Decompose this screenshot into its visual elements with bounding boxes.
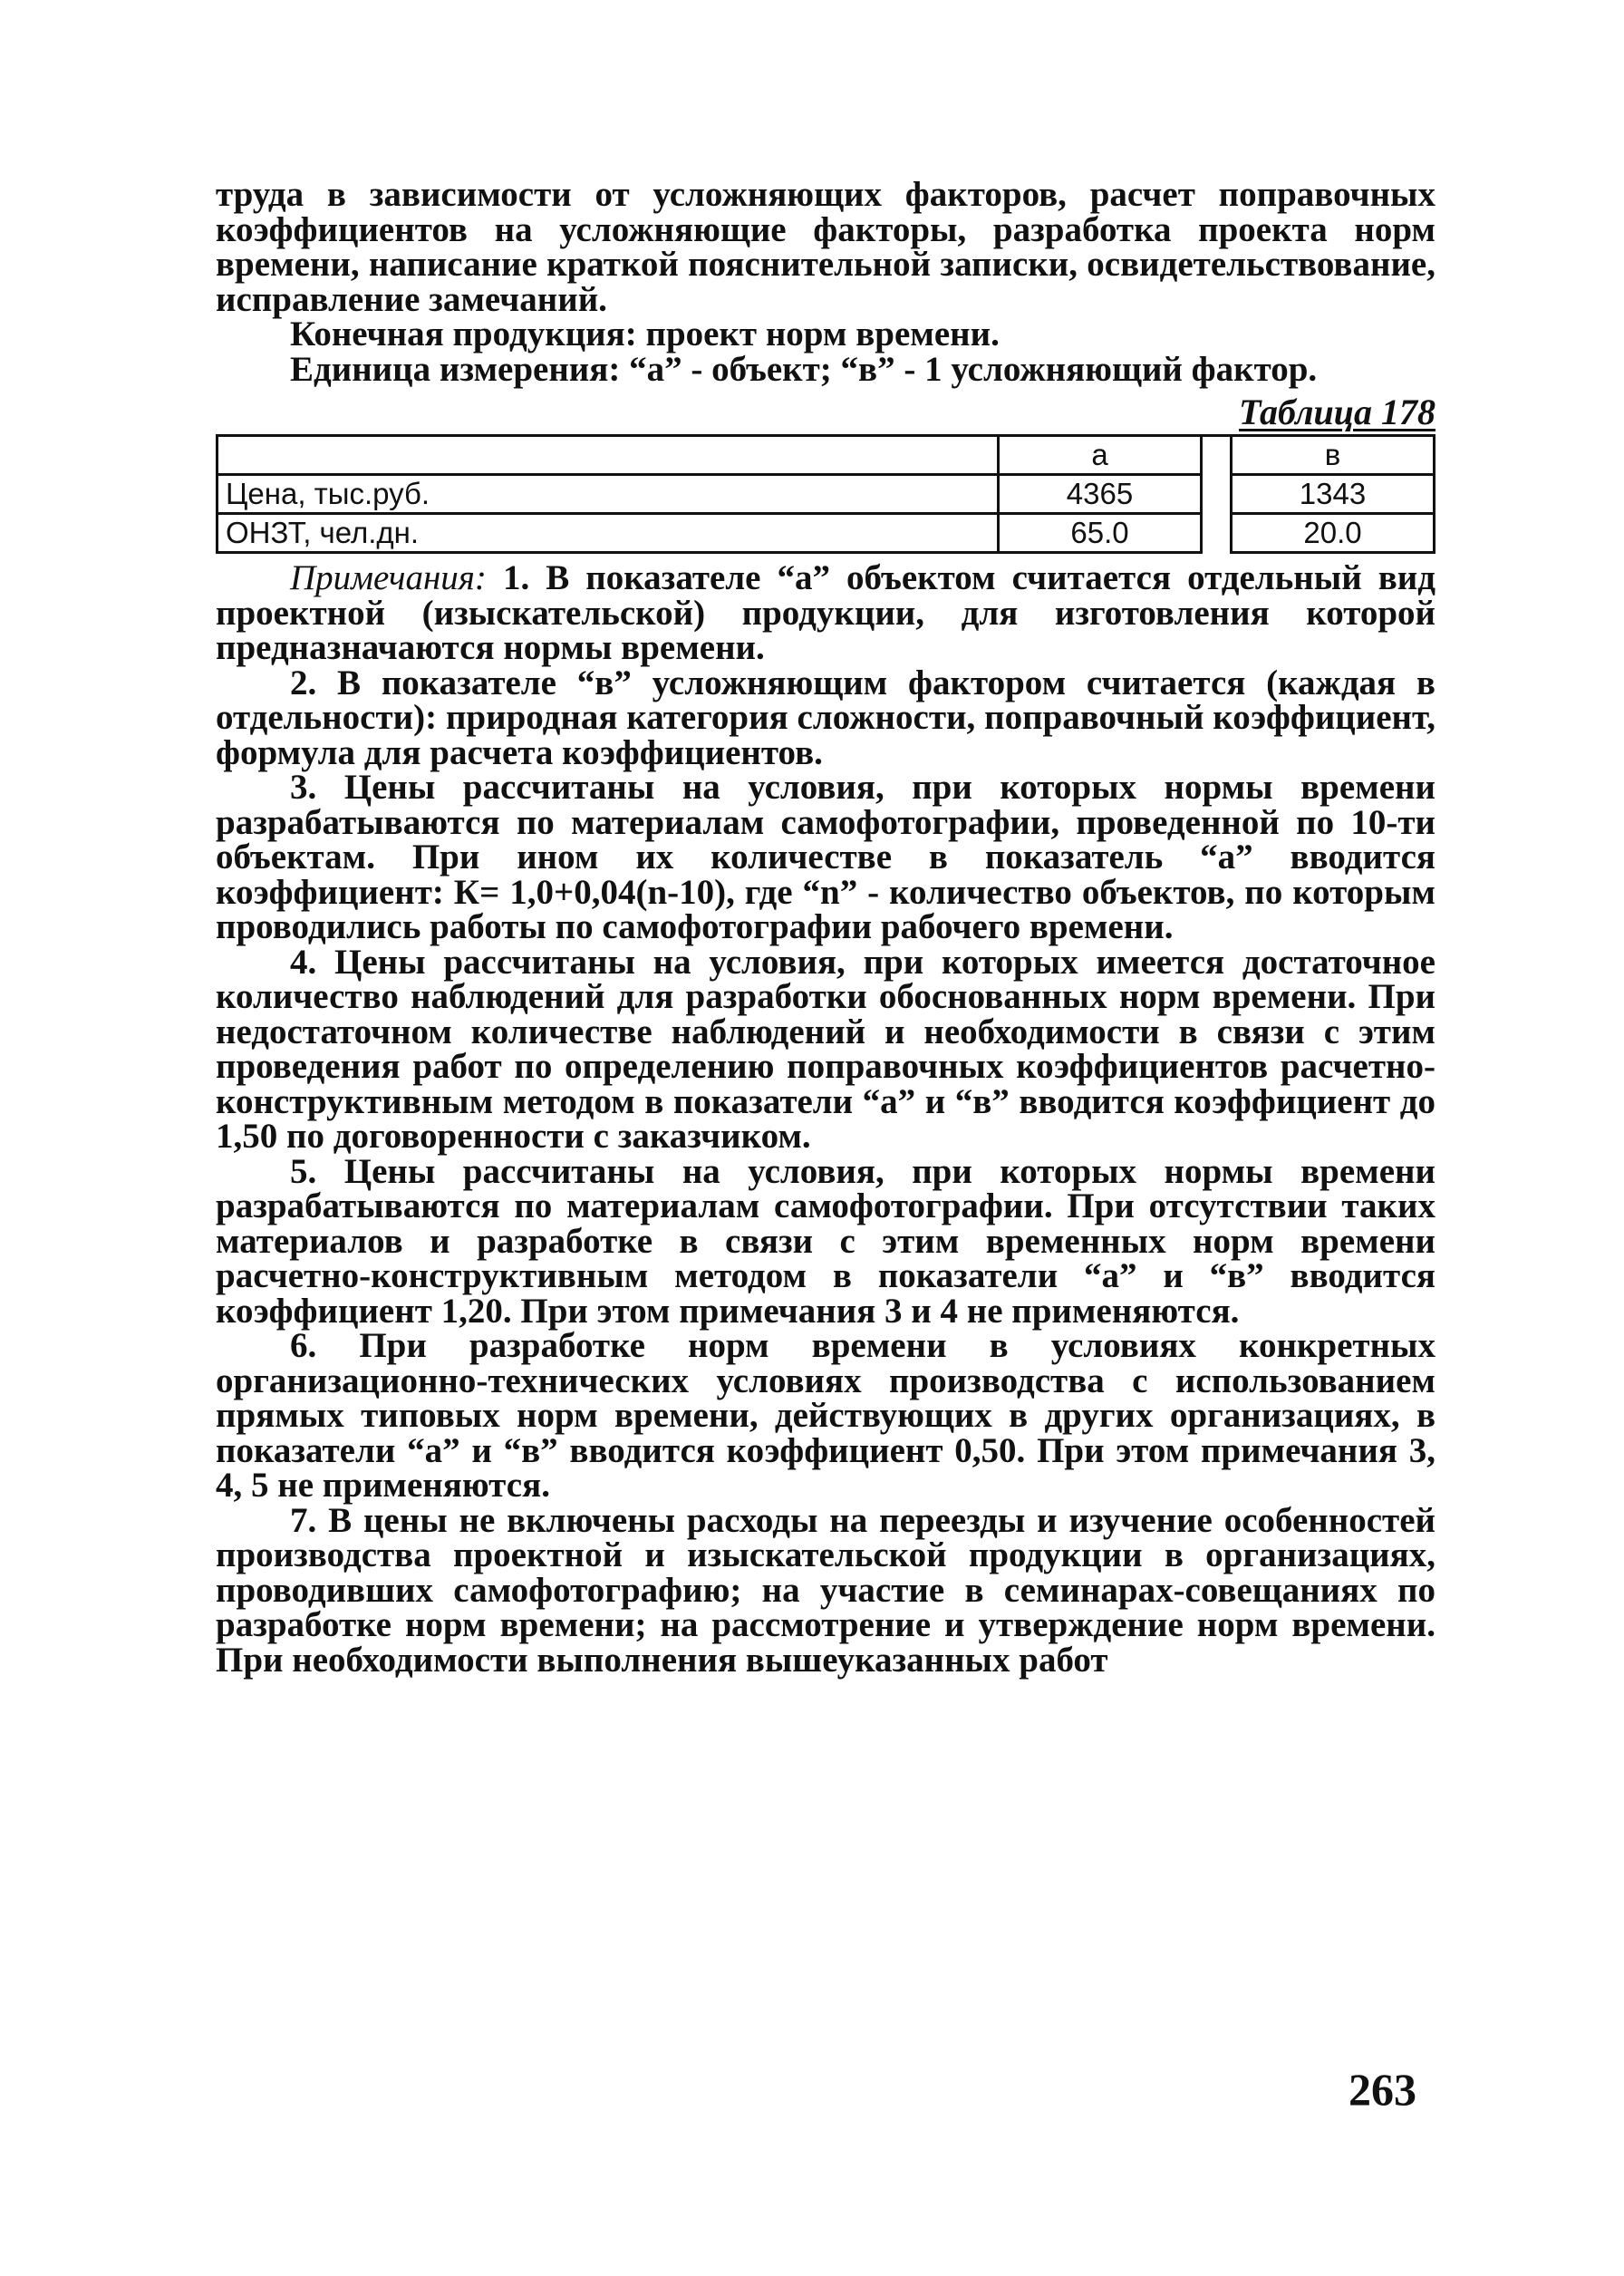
row-value-b: 20.0	[1232, 514, 1435, 553]
note-1-text: 1. В показателе “а” объектом считается отдельный вид проектной (изыскательской) продукции, для изготовления которой предназначаются нормы времени.	[216, 558, 1436, 667]
row-value-a: 65.0	[999, 514, 1202, 553]
price-table	[216, 434, 1436, 554]
table-caption: Таблица 178	[1239, 392, 1436, 432]
note-4: 4. Цены рассчитаны на условия, при которых имеется достаточное количество наблюдений для разработки обоснованных норм времени. При недостаточном количестве наблюдений и необходимости в связи с этим проведения работ по определению поправочных коэффициентов расчетно-конструктивным методом в показатели “а” и “в” вводится коэффициент до 1,50 по договоренности с заказчиком.	[216, 942, 1436, 1156]
note-7: 7. В цены не включены расходы на переезды и изучение особенностей производства проектной и изыскательской продукции в организациях, проводивших самофотографию; на участие в семинарах-совещаниях по разработке норм времени; на рассмотрение и утверждение норм времени. При необходимости выполнения вышеуказанных работ	[216, 1500, 1436, 1680]
intro-continuation: труда в зависимости от усложняющих факторов, расчет поправочных коэффициентов на усложняющие факторы, разработка проекта норм времени, написание краткой пояснительной записки, освидетельствование, исправление замечаний.	[216, 175, 1436, 319]
table-row	[218, 475, 1435, 514]
notes-label: Примечания:	[290, 558, 487, 597]
note-2: 2. В показателе “в” усложняющим фактором считается (каждая в отдельности): природная категория сложности, поправочный коэффициент, формула для расчета коэффициентов.	[216, 663, 1436, 772]
final-product-line: Конечная продукция: проект норм времени.	[290, 315, 1000, 354]
unit-line: Единица измерения: “а” - объект; “в” - 1 усложняющий фактор.	[290, 349, 1318, 389]
note-1	[216, 558, 1436, 667]
table-header-empty	[218, 436, 999, 475]
table-header-a: а	[999, 436, 1202, 475]
note-5: 5. Цены рассчитаны на условия, при которых нормы времени разрабатываются по материалам самофотографии. При отсутствии таких материалов и разработке в связи с этим временных норм времени расчетно-конструктивным методом в показатели “а” и “в” вводится коэффициент 1,20. При этом примечания 3 и 4 не применяются.	[216, 1151, 1436, 1331]
row-label: ОНЗТ, чел.дн.	[218, 514, 999, 553]
page-body	[216, 175, 1436, 1680]
row-value-a: 4365	[999, 475, 1202, 514]
table-header-row	[218, 436, 1435, 475]
row-label: Цена, тыс.руб.	[218, 475, 999, 514]
note-6: 6. При разработке норм времени в условиях конкретных организационно-технических условиях производства с использованием прямых типовых норм времени, действующих в других организациях, в показатели “а” и “в” вводится коэффициент 0,50. При этом примечания 3, 4, 5 не применяются.	[216, 1326, 1436, 1505]
row-value-b: 1343	[1232, 475, 1435, 514]
table-row	[218, 514, 1435, 553]
table-header-b: в	[1232, 436, 1435, 475]
page-number: 263	[1348, 2064, 1416, 2115]
note-3: 3. Цены рассчитаны на условия, при которых нормы времени разрабатываются по материалам самофотографии, проведенной по 10-ти объектам. При ином их количестве в показатель “а” вводится коэффициент: К= 1,0+0,04(n-10), где “n” - количество объектов, по которым проводились работы по самофотографии рабочего времени.	[216, 768, 1436, 946]
